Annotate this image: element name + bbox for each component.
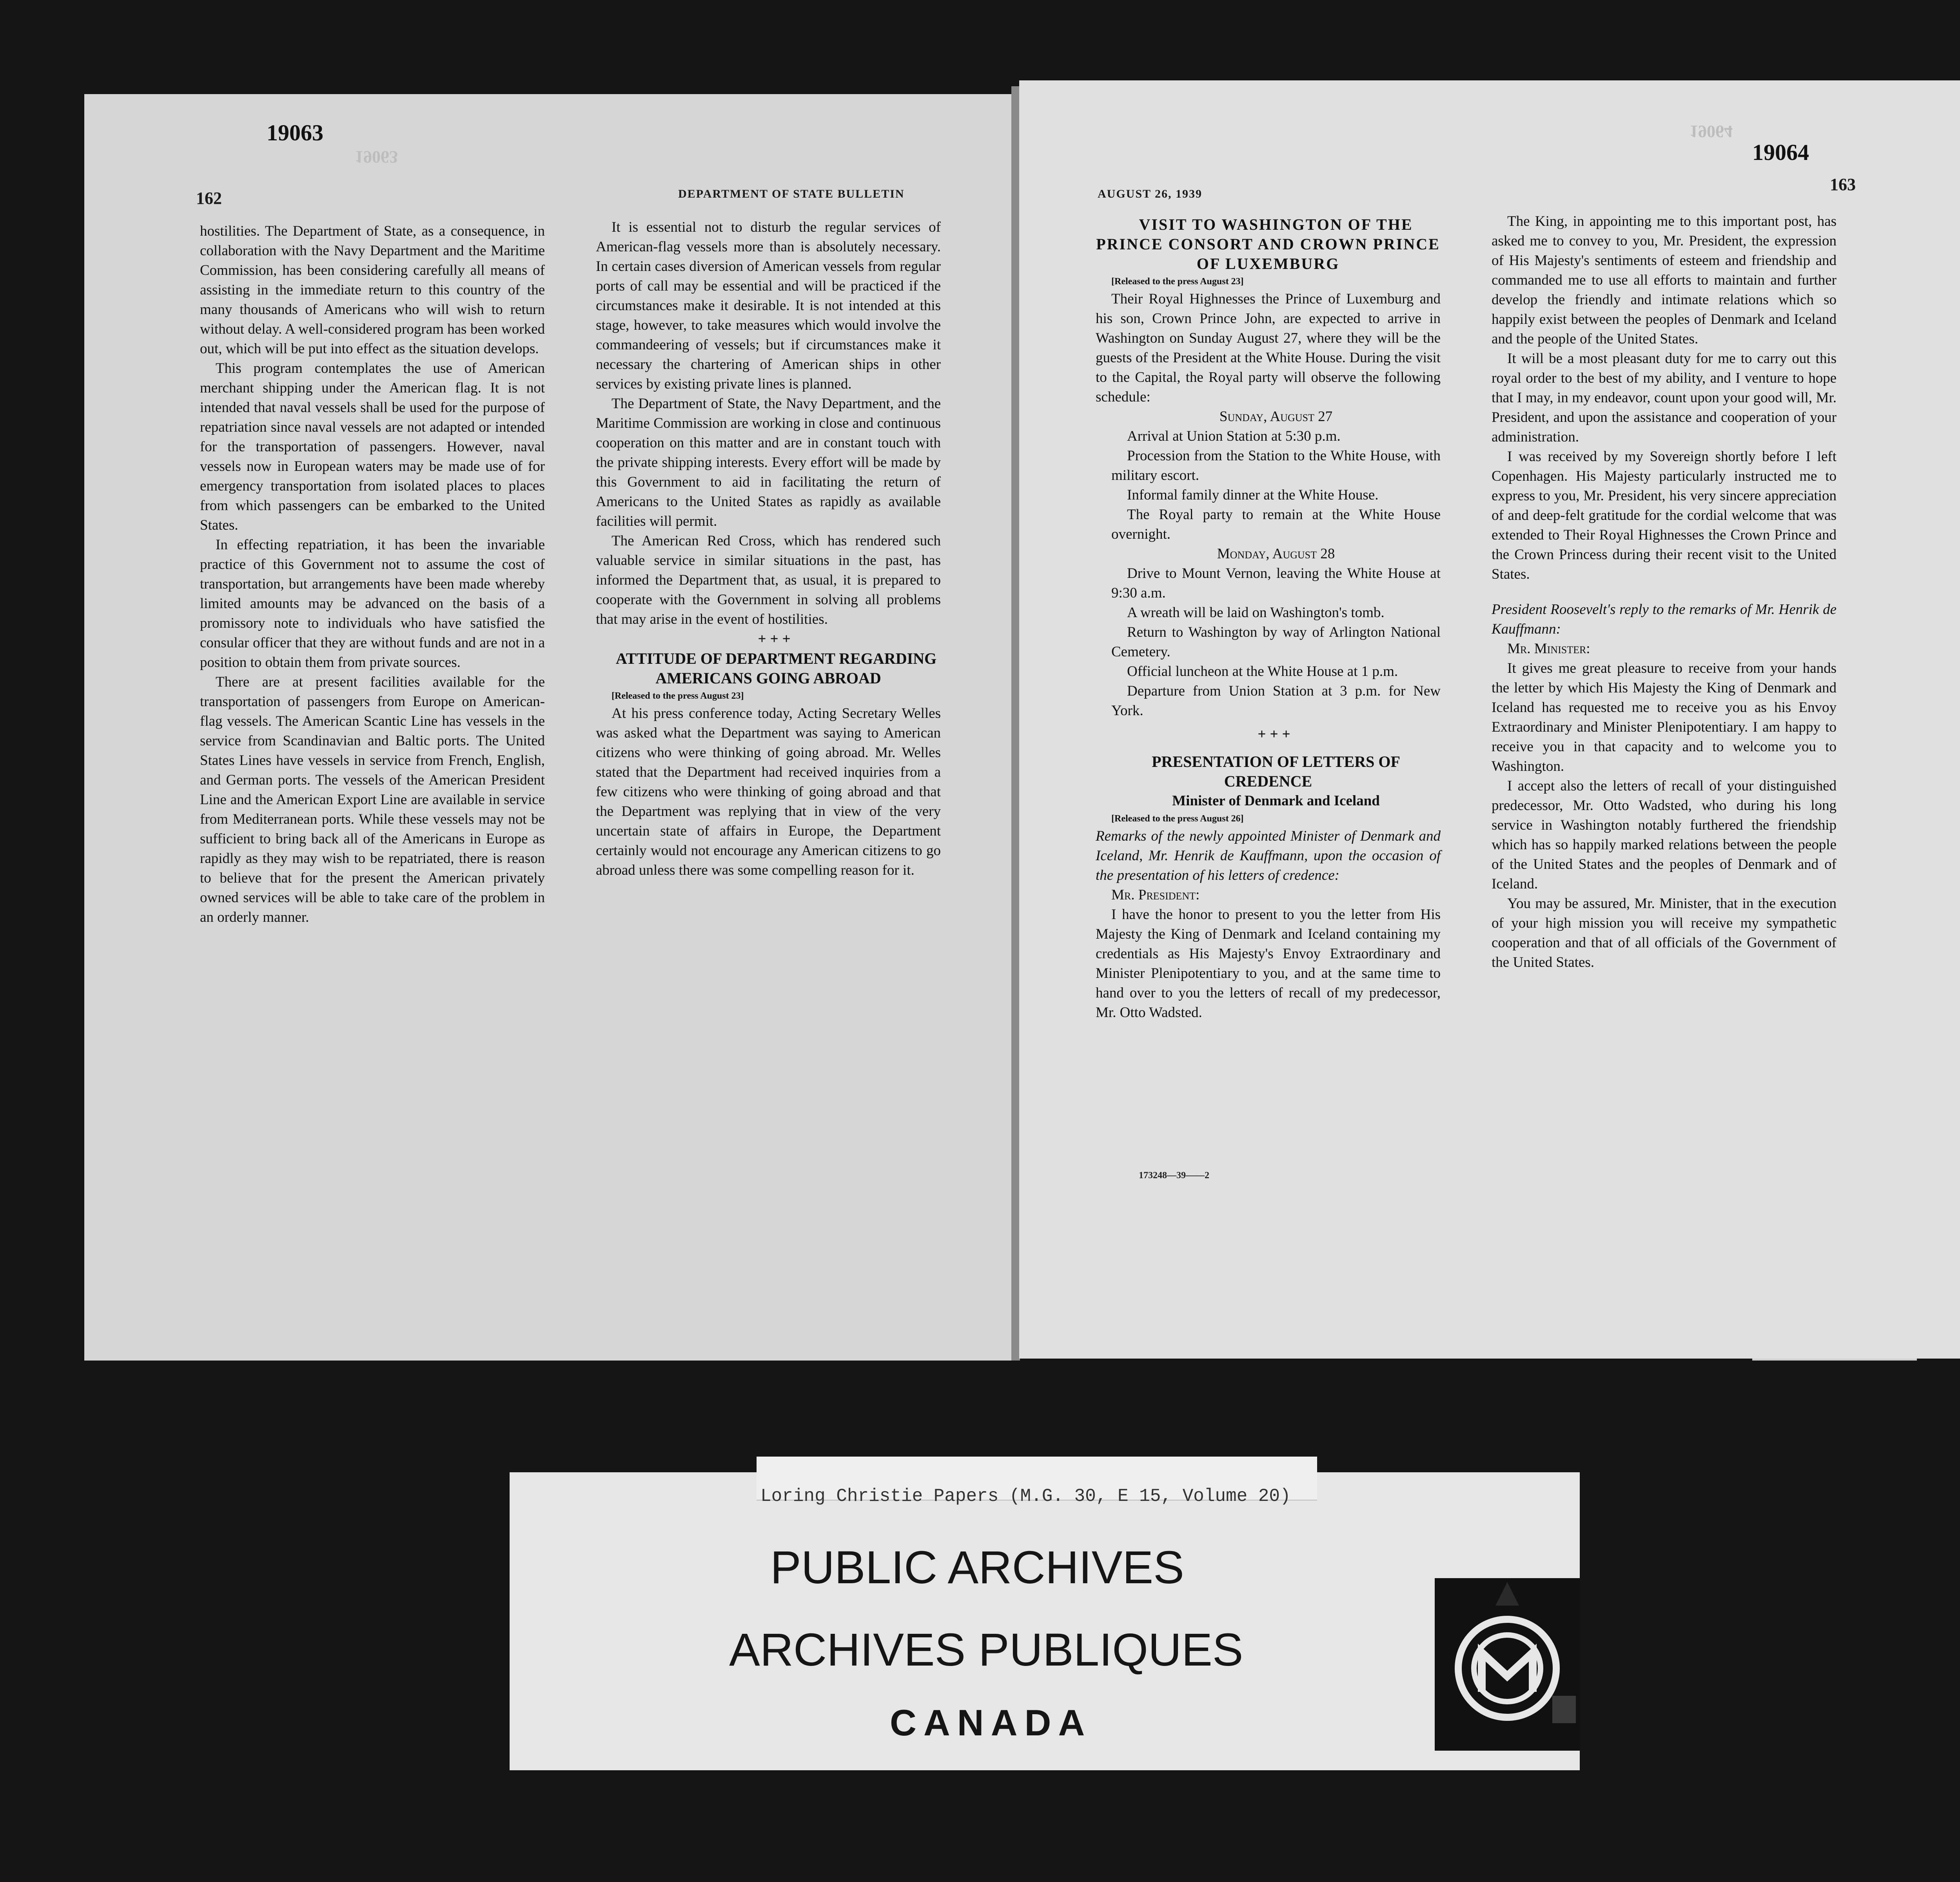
print-code: 173248—39——2: [1139, 1170, 1209, 1181]
paragraph: There are at present facilities available for the transportation of passengers from Europe on American-flag vessels. The American Scantic Line has vessels in the service from Scandinavian and Baltic ports. The United States Lines have vessels in service from French, English, and German ports. The vessels of the American President Line and the American Export Line are available in service from Mediterranean ports. While these vessels may not be sufficient to bring back all of the Americans in Europe as rapidly as they may wish to be repatriated, there is reason to believe that for the present the American privately owned services will be able to take care of the problem in an orderly manner.: [200, 674, 545, 925]
archives-title-en: PUBLIC ARCHIVES: [770, 1542, 1184, 1593]
right-page-stamp-faint: 19064: [1690, 122, 1733, 141]
article-subheading: Minister of Denmark and Iceland: [1172, 793, 1380, 809]
left-running-head: DEPARTMENT OF STATE BULLETIN: [678, 187, 905, 200]
left-page-number: 162: [196, 189, 222, 208]
left-page-stamp-faint: 19063: [355, 147, 398, 167]
schedule-item: Departure from Union Station at 3 p.m. for New York.: [1111, 683, 1441, 719]
collection-label: Loring Christie Papers (M.G. 30, E 15, Volume 20): [760, 1486, 1291, 1506]
remarks-intro: Remarks of the newly appointed Minister of Denmark and Iceland, Mr. Henrik de Kauffmann, upon the occasion of the presentation of his letters of credence:: [1096, 828, 1441, 883]
paragraph: The King, in appointing me to this important post, has asked me to convey to you, Mr. President, the expression of His Majesty's sentiments of esteem and friendship and commanded me to use all efforts to maintain and further develop the friendly and intimate relations which so happily exist between the peoples of Denmark and Iceland and the people of the United States.: [1492, 213, 1837, 347]
paragraph: I accept also the letters of recall of your distinguished predecessor, Mr. Otto Wadsted, who during his long service in Washington notably furthered the friendship which has so happily marked relations between the people of the United States and the peoples of Denmark and of Iceland.: [1492, 778, 1837, 892]
section-separator: +++: [758, 631, 795, 647]
schedule-item: Return to Washington by way of Arlington National Cemetery.: [1111, 624, 1441, 660]
schedule-day: Monday, August 28: [1217, 546, 1335, 562]
archives-title-fr: ARCHIVES PUBLIQUES: [729, 1624, 1243, 1676]
paragraph: The Department of State, the Navy Department, and the Maritime Commission are working in close and continuous cooperation on this matter and are in constant touch with the private shipping interests. Every effort will be made by this Government to aid in facilitating the return of Americans to the United States as rapidly as available facilities will permit.: [596, 396, 941, 529]
right-column-2: [1492, 212, 1837, 972]
archives-country: CANADA: [890, 1702, 1092, 1743]
left-column-1: [200, 222, 545, 927]
paragraph: This program contemplates the use of American merchant shipping under the American flag. It is not intended that naval vessels shall be used for the purpose of repatriation since naval vessels are not adapted or intended for the transportation of passengers. However, naval vessels now in European waters may be made use of for emergency transportation from isolated places to places from which passengers can be embarked to the United States.: [200, 360, 545, 533]
schedule-item: Procession from the Station to the White House, with military escort.: [1111, 448, 1441, 483]
paragraph: It will be a most pleasant duty for me to carry out this royal order to the best of my ability, and I venture to hope that I may, in my endeavor, count upon your good will, Mr. President, and upon the assistance and cooperation of your administration.: [1492, 351, 1837, 445]
salutation: Mr. Minister:: [1507, 641, 1590, 657]
paragraph: You may be assured, Mr. Minister, that in the execution of your high mission you will receive my sympathetic cooperation and that of all officials of the Government of the United States.: [1492, 896, 1837, 970]
reply-intro: President Roosevelt's reply to the remarks of Mr. Henrik de Kauffmann:: [1492, 601, 1837, 637]
release-note: [Released to the press August 23]: [612, 691, 744, 701]
schedule-item: A wreath will be laid on Washington's tomb.: [1127, 605, 1385, 621]
paragraph: The American Red Cross, which has rendered such valuable service in similar situations in the past, has informed the Department that, as usual, it is prepared to cooperate with the Government in solving all problems that may arise in the event of hostilities.: [596, 533, 941, 627]
right-column-1: [1096, 215, 1441, 1023]
release-note: [Released to the press August 26]: [1111, 814, 1244, 824]
archives-logo-icon: [1435, 1578, 1580, 1751]
right-page-number: 163: [1830, 175, 1856, 194]
left-page-stamp: 19063: [267, 120, 323, 145]
schedule-item: Arrival at Union Station at 5:30 p.m.: [1127, 428, 1341, 444]
left-column-2: [596, 218, 941, 880]
paragraph: Their Royal Highnesses the Prince of Luxemburg and his son, Crown Prince John, are expected to arrive in Washington on Sunday August 27, where they will be the guests of the President at the White House. During the visit to the Capital, the Royal party will observe the following schedule:: [1096, 291, 1441, 405]
article-heading: VISIT TO WASHINGTON OF THE PRINCE CONSORT AND CROWN PRINCE OF LUXEMBURG: [1096, 216, 1440, 272]
paragraph: It is essential not to disturb the regular services of American-flag vessels more than is absolutely necessary. In certain cases diversion of American vessels from regular ports of call may be essential and will be practiced if the circumstances make it desirable. It is not intended at this stage, however, to take measures which would involve the commandeering of vessels; but if circumstances make it necessary the chartering of American ships in other services by existing private lines is planned.: [596, 219, 941, 392]
schedule-item: Informal family dinner at the White House.: [1127, 487, 1379, 503]
paragraph: It gives me great pleasure to receive from your hands the letter by which His Majesty the King of Denmark and Iceland has requested me to receive you as his Envoy Extraordinary and Minister Plenipotentiary. I am happy to receive you in that capacity and to welcome you to Washington.: [1492, 660, 1837, 774]
schedule-day: Sunday, August 27: [1219, 409, 1333, 425]
section-separator: +++: [1258, 726, 1294, 742]
right-running-head: AUGUST 26, 1939: [1098, 187, 1202, 200]
paragraph: I have the honor to present to you the letter from His Majesty the King of Denmark and Iceland containing my credentials as His Majesty's Envoy Extraordinary and Minister Plenipotentiary to you, and at the same time to hand over to you the letters of recall of my predecessor, Mr. Otto Wadsted.: [1096, 906, 1441, 1021]
paragraph: I was received by my Sovereign shortly before I left Copenhagen. His Majesty particularly instructed me to express to you, Mr. President, his very sincere appreciation of and deep-felt gratitude for the cordial welcome that was extended to Their Royal Highnesses the Crown Prince and the Crown Princess during their recent visit to the United States.: [1492, 449, 1837, 582]
release-note: [Released to the press August 23]: [1111, 276, 1244, 287]
schedule-item: Official luncheon at the White House at 1 p.m.: [1127, 663, 1398, 679]
paragraph: In effecting repatriation, it has been the invariable practice of this Government not to assume the cost of transportation, but arrangements have been made whereby limited amounts may be advanced on the basis of a promissory note to individuals who have satisfied the consular officer that they are without funds and are not in a position to obtain them from private sources.: [200, 537, 545, 670]
schedule-item: The Royal party to remain at the White House overnight.: [1111, 507, 1441, 542]
paragraph: At his press conference today, Acting Secretary Welles was asked what the Department was saying to American citizens who were thinking of going abroad. Mr. Welles stated that the Department had received inquiries from a few citizens who were thinking of going abroad and that the Department was replying that in view of the very uncertain state of affairs in Europe, the Department certainly would not encourage any American citizens to go abroad unless there was some compelling reason for it.: [596, 705, 941, 878]
salutation: Mr. President:: [1111, 887, 1200, 903]
schedule-item: Drive to Mount Vernon, leaving the White House at 9:30 a.m.: [1111, 565, 1441, 601]
article-heading: ATTITUDE OF DEPARTMENT REGARDING AMERICANS GOING ABROAD: [615, 650, 937, 687]
right-page-stamp: 19064: [1752, 140, 1809, 165]
article-heading: PRESENTATION OF LETTERS OF CREDENCE: [1152, 753, 1400, 790]
book-gutter: [1011, 86, 1020, 1361]
paragraph: hostilities. The Department of State, as a consequence, in collaboration with the Navy Department and the Maritime Commission, has been considering carefully all means of assisting in the immediate return to this country of the many thousands of Americans who will wish to return without delay. A well-considered program has been worked out, which will be put into effect as the situation develops.: [200, 223, 545, 357]
